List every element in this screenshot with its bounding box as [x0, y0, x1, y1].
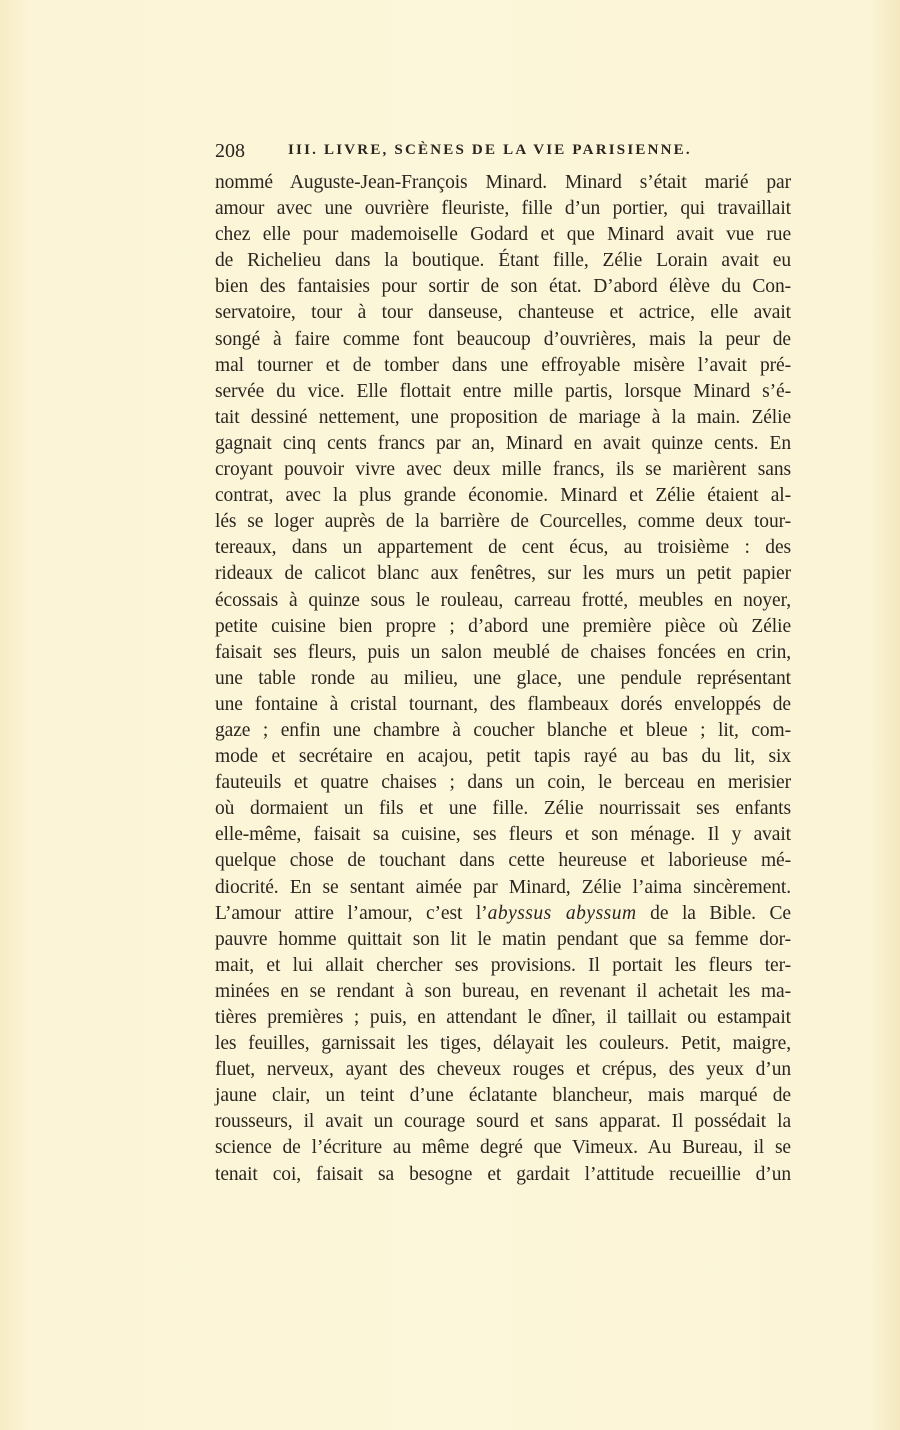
- text-line-content: diocrité. En se sentant aimée par Minard, Zélie l’aima sincèrement.: [215, 876, 791, 898]
- text-line: [215, 1083, 791, 1109]
- text-line: [215, 692, 791, 718]
- text-line: [215, 614, 791, 640]
- text-line-content: quelque chose de touchant dans cette heureuse et laborieuse mé-: [215, 850, 791, 872]
- text-line-content: amour avec une ouvrière fleuriste, fille d’un portier, qui travaillait: [215, 198, 791, 220]
- text-line: [215, 405, 791, 431]
- text-line: [215, 509, 791, 535]
- italic-latin-phrase: abyssus abyssum: [487, 902, 637, 924]
- text-line: [215, 561, 791, 587]
- text-line-content: jaune clair, un teint d’une éclatante blancheur, mais marqué de: [215, 1085, 791, 1107]
- text-line-content: chez elle pour mademoiselle Godard et que Minard avait vue rue: [215, 224, 791, 246]
- text-line-content: petite cuisine bien propre ; d’abord une première pièce où Zélie: [215, 615, 791, 637]
- text-line-content: gagnait cinq cents francs par an, Minard en avait quinze cents. En: [215, 432, 791, 454]
- text-line: [215, 1005, 791, 1031]
- text-line: [215, 1109, 791, 1135]
- text-line-content: gaze ; enfin une chambre à coucher blanche et bleue ; lit, com-: [215, 719, 791, 741]
- text-line: [215, 222, 791, 248]
- text-line: [215, 1057, 791, 1083]
- text-line-content: rideaux de calicot blanc aux fenêtres, sur les murs un petit papier: [215, 563, 791, 585]
- text-line-content: mode et secrétaire en acajou, petit tapis rayé au bas du lit, six: [215, 746, 791, 768]
- text-line-content: fauteuils et quatre chaises ; dans un coin, le berceau en merisier: [215, 772, 791, 794]
- text-line: [215, 170, 791, 196]
- text-line-content: contrat, avec la plus grande économie. Minard et Zélie étaient al-: [215, 485, 791, 507]
- text-line-content: tereaux, dans un appartement de cent écus, au troisième : des: [215, 537, 791, 559]
- text-line: [215, 927, 791, 953]
- text-line-content: servée du vice. Elle flottait entre mille partis, lorsque Minard s’é-: [215, 380, 791, 402]
- text-line-content: tenait coi, faisait sa besogne et gardait l’attitude recueillie d’un: [215, 1163, 791, 1185]
- text-line: [215, 979, 791, 1005]
- text-line: [215, 379, 791, 405]
- text-line: [215, 901, 791, 927]
- text-line-content: rousseurs, il avait un courage sourd et sans apparat. Il possédait la: [215, 1111, 791, 1133]
- text-line: [215, 196, 791, 222]
- text-line: [215, 353, 791, 379]
- page-number: 208: [215, 140, 245, 162]
- body-text: [215, 170, 791, 1188]
- text-line-content: de Richelieu dans la boutique. Étant fille, Zélie Lorain avait eu: [215, 250, 791, 272]
- text-line: [215, 588, 791, 614]
- text-line: [215, 535, 791, 561]
- text-line-content: elle-même, faisait sa cuisine, ses fleurs et son ménage. Il y avait: [215, 824, 791, 846]
- text-line: [215, 875, 791, 901]
- text-line: [215, 1135, 791, 1161]
- text-line-content: science de l’écriture au même degré que Vimeux. Au Bureau, il se: [215, 1137, 791, 1159]
- text-line-content: où dormaient un fils et une fille. Zélie nourrissait ses enfants: [215, 798, 791, 820]
- text-segment: L’amour attire l’amour, c’est l’: [215, 902, 488, 924]
- text-line-content: une table ronde au milieu, une glace, une pendule représentant: [215, 667, 791, 689]
- text-line-content: écossais à quinze sous le rouleau, carreau frotté, meubles en noyer,: [215, 589, 791, 611]
- text-line: [215, 248, 791, 274]
- text-line-content: croyant pouvoir vivre avec deux mille francs, ils se marièrent sans: [215, 459, 791, 481]
- text-line: [215, 483, 791, 509]
- text-line-content: fluet, nerveux, ayant des cheveux rouges et crépus, des yeux d’un: [215, 1059, 791, 1081]
- text-line: [215, 770, 791, 796]
- running-title: III. LIVRE, SCÈNES DE LA VIE PARISIENNE.: [288, 142, 692, 158]
- page-header: [215, 140, 790, 166]
- text-line: [215, 300, 791, 326]
- text-line: [215, 457, 791, 483]
- text-line: [215, 431, 791, 457]
- text-line: [215, 274, 791, 300]
- text-line-content: servatoire, tour à tour danseuse, chanteuse et actrice, elle avait: [215, 302, 791, 324]
- text-line: [215, 1162, 791, 1188]
- text-line: [215, 1031, 791, 1057]
- text-line-content: une fontaine à cristal tournant, des flambeaux dorés enveloppés de: [215, 693, 791, 715]
- text-line: [215, 327, 791, 353]
- text-line: [215, 744, 791, 770]
- text-line: [215, 666, 791, 692]
- text-line-content: faisait ses fleurs, puis un salon meublé de chaises foncées en crin,: [215, 641, 791, 663]
- text-line-content: bien des fantaisies pour sortir de son état. D’abord élève du Con-: [215, 276, 791, 298]
- text-segment: de la Bible. Ce: [636, 902, 791, 924]
- text-line: [215, 848, 791, 874]
- text-line-content: songé à faire comme font beaucoup d’ouvrières, mais la peur de: [215, 328, 791, 350]
- text-line-content: mait, et lui allait chercher ses provisions. Il portait les fleurs ter-: [215, 954, 791, 976]
- text-line-content: les feuilles, garnissait les tiges, délayait les couleurs. Petit, maigre,: [215, 1033, 791, 1055]
- text-line-content: tait dessiné nettement, une proposition de mariage à la main. Zélie: [215, 406, 791, 428]
- text-line-content: mal tourner et de tomber dans une effroyable misère l’avait pré-: [215, 354, 791, 376]
- text-line: [215, 796, 791, 822]
- text-line-content: minées en se rendant à son bureau, en revenant il achetait les ma-: [215, 980, 791, 1002]
- text-line: [215, 953, 791, 979]
- text-line-content: lés se loger auprès de la barrière de Courcelles, comme deux tour-: [215, 511, 791, 533]
- text-line-content: tières premières ; puis, en attendant le dîner, il taillait ou estampait: [215, 1007, 791, 1028]
- text-line: [215, 822, 791, 848]
- text-line-content: nommé Auguste-Jean-François Minard. Minard s’était marié par: [215, 172, 791, 193]
- text-line: [215, 718, 791, 744]
- text-line-content: pauvre homme quittait son lit le matin pendant que sa femme dor-: [215, 928, 791, 950]
- text-line: [215, 640, 791, 666]
